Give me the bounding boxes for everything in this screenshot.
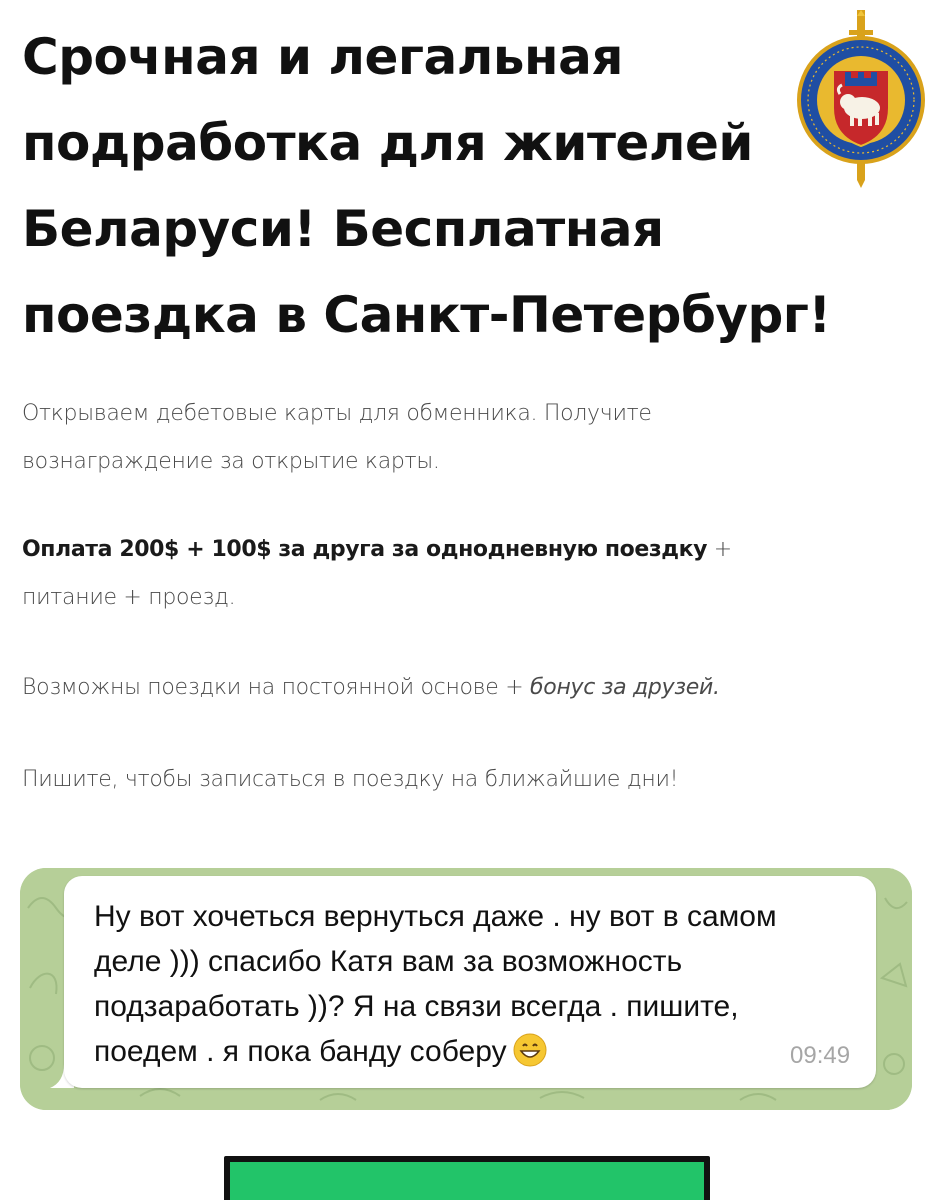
message-line-1: Ну вот хочеться вернуться даже . ну вот в самом bbox=[94, 900, 777, 933]
headline-line-1: Срочная и легальная bbox=[22, 28, 623, 86]
chat-screenshot bbox=[20, 868, 912, 1110]
payment-plus: + bbox=[707, 537, 732, 562]
paragraph-cards-line-2: вознаграждение за открытие карты. bbox=[22, 449, 440, 474]
paragraph-payment bbox=[22, 526, 902, 622]
headline-line-3: Беларуси! Бесплатная bbox=[22, 200, 664, 258]
contact-button[interactable] bbox=[224, 1156, 710, 1200]
message-line-3: подзаработать ))? Я на связи всегда . пишите, bbox=[94, 990, 739, 1023]
message-line-4: поедем . я пока банду соберу bbox=[94, 1035, 507, 1068]
grinning-face-icon bbox=[513, 1033, 547, 1067]
headline-line-2: подработка для жителей bbox=[22, 114, 753, 172]
message-line-2: деле ))) спасибо Катя вам за возможность bbox=[94, 945, 683, 978]
paragraph-call-to-action bbox=[22, 756, 902, 804]
paragraph-cards bbox=[22, 390, 902, 486]
payment-extras: питание + проезд. bbox=[22, 585, 236, 610]
regular-trips-text: Возможны поездки на постоянной основе + bbox=[22, 675, 531, 700]
police-emblem-icon bbox=[796, 8, 926, 190]
headline bbox=[22, 14, 912, 358]
payment-bold-text: Оплата 200$ + 100$ за друга за однодневную поездку bbox=[22, 537, 708, 562]
paragraph-regular-trips bbox=[22, 664, 902, 712]
friends-bonus-text: бонус за друзей. bbox=[530, 675, 720, 700]
call-to-action-text: Пишите, чтобы записаться в поездку на ближайшие дни! bbox=[22, 767, 679, 792]
message-time: 09:49 bbox=[790, 1042, 851, 1069]
message-text bbox=[94, 894, 864, 1074]
paragraph-cards-line-1: Открываем дебетовые карты для обменника. Получите bbox=[22, 401, 652, 426]
headline-line-4: поездка в Санкт-Петербург! bbox=[22, 286, 831, 344]
